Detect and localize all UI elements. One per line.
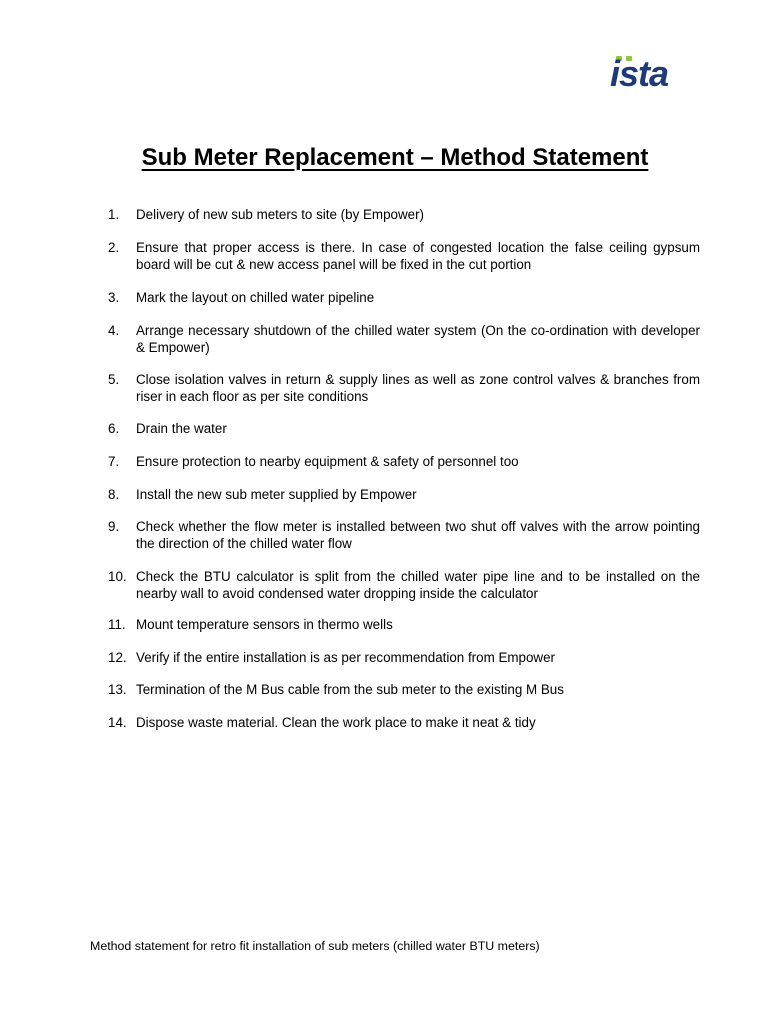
list-item [108, 518, 700, 552]
list-item [108, 453, 700, 470]
list-item [108, 420, 700, 437]
step-number: 12. [108, 650, 127, 665]
svg-text:ista: ista [610, 53, 669, 90]
step-text: Close isolation valves in return & supply lines as well as zone control valves & branches from riser in each floor as per site conditions [136, 372, 700, 404]
list-item [108, 239, 700, 273]
step-number: 4. [108, 323, 120, 338]
list-item [108, 568, 700, 602]
step-number: 7. [108, 454, 120, 469]
list-item [108, 616, 700, 633]
list-item [108, 322, 700, 356]
step-number: 10. [108, 569, 127, 584]
ista-logo [608, 50, 704, 90]
step-text: Check the BTU calculator is split from the chilled water pipe line and to be installed on the nearby wall to avoid condensed water dropping inside the calculator [136, 569, 700, 601]
list-item [108, 206, 700, 223]
step-text: Ensure that proper access is there. In case of congested location the false ceiling gypsum board will be cut & new access panel will be fixed in the cut portion [136, 240, 700, 272]
list-item [108, 371, 700, 405]
step-number: 13. [108, 682, 127, 697]
list-item [108, 714, 700, 731]
step-text: Dispose waste material. Clean the work place to make it neat & tidy [136, 715, 536, 730]
step-number: 8. [108, 487, 120, 502]
step-number: 2. [108, 240, 120, 255]
step-text: Ensure protection to nearby equipment & safety of personnel too [136, 454, 519, 469]
step-text: Mount temperature sensors in thermo wells [136, 617, 393, 632]
step-text: Arrange necessary shutdown of the chilled water system (On the co-ordination with developer & Empower) [136, 323, 700, 355]
step-text: Termination of the M Bus cable from the sub meter to the existing M Bus [136, 682, 564, 697]
step-text: Install the new sub meter supplied by Empower [136, 487, 417, 502]
step-number: 3. [108, 290, 120, 305]
list-item [108, 486, 700, 503]
step-number: 14. [108, 715, 127, 730]
step-text: Drain the water [136, 421, 227, 436]
step-text: Check whether the flow meter is installed between two shut off valves with the arrow pointing the direction of the chilled water flow [136, 519, 700, 551]
list-item [108, 681, 700, 698]
step-number: 1. [108, 207, 120, 222]
document-title: Sub Meter Replacement – Method Statement [141, 144, 649, 171]
step-number: 5. [108, 372, 120, 387]
list-item [108, 649, 700, 666]
step-number: 9. [108, 519, 120, 534]
step-number: 6. [108, 421, 120, 436]
step-text: Mark the layout on chilled water pipeline [136, 290, 375, 305]
step-number: 11. [108, 617, 126, 632]
list-item [108, 289, 700, 306]
page-footer: Method statement for retro fit installation of sub meters (chilled water BTU meters) [90, 939, 540, 953]
step-text: Delivery of new sub meters to site (by Empower) [136, 207, 424, 222]
step-text: Verify if the entire installation is as per recommendation from Empower [136, 650, 556, 665]
